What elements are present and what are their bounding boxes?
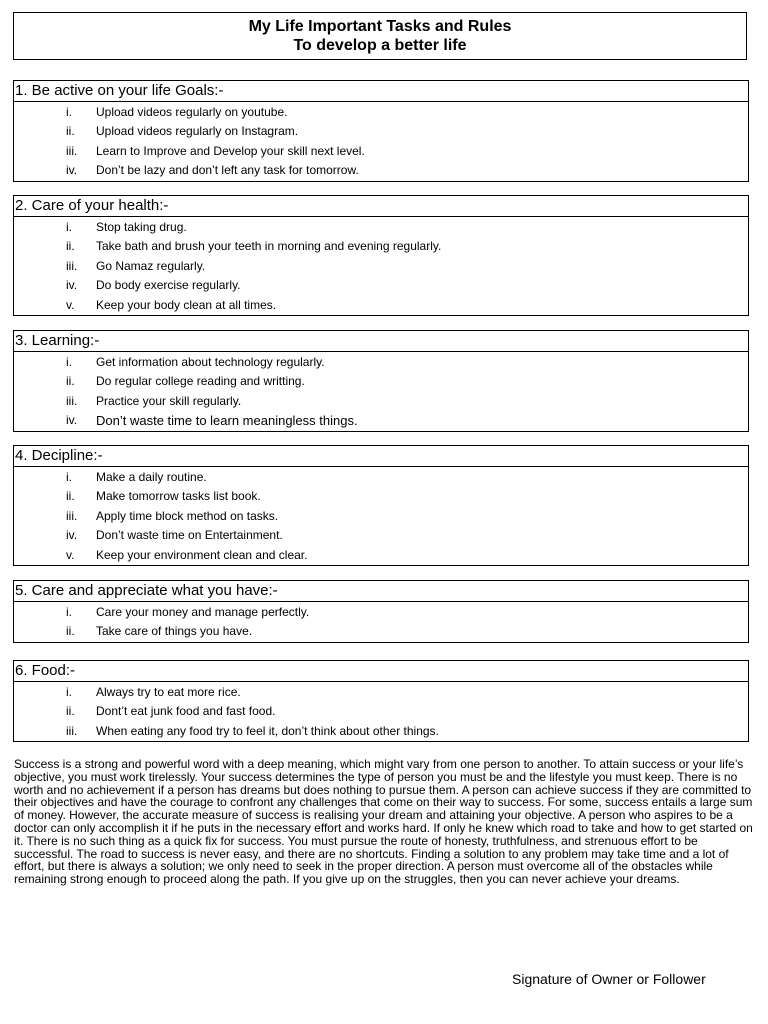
item-text: Stop taking drug.: [96, 220, 187, 234]
list-item: [14, 622, 748, 641]
list-item: [14, 296, 748, 315]
item-text: Don’t waste time to learn meaningless things.: [96, 413, 358, 429]
section-heading: 6. Food:-: [14, 661, 748, 682]
item-number: ii.: [66, 124, 75, 139]
list-item: [14, 122, 748, 141]
item-number: i.: [66, 685, 72, 699]
list-item: [14, 237, 748, 256]
item-number: i.: [66, 605, 72, 619]
item-number: i.: [66, 105, 72, 119]
item-text: Make tomorrow tasks list book.: [96, 489, 261, 504]
document-subtitle: To develop a better life: [293, 37, 467, 54]
list-item: [14, 353, 748, 372]
list-item: [14, 161, 748, 180]
list-item: [14, 702, 748, 721]
section-goals: [13, 80, 749, 182]
list-item: [14, 411, 748, 430]
item-number: i.: [66, 470, 72, 484]
section-discipline: [13, 445, 749, 566]
list-item: [14, 722, 748, 741]
item-text: Dont’t eat junk food and fast food.: [96, 704, 276, 719]
item-number: ii.: [66, 489, 75, 504]
list-item: [14, 257, 748, 276]
item-text: Keep your body clean at all times.: [96, 297, 277, 312]
item-text: Upload videos regularly on Instagram.: [96, 124, 299, 139]
item-text: Do body exercise regularly.: [96, 278, 241, 293]
item-number: iii.: [66, 393, 78, 408]
item-number: ii.: [66, 624, 75, 639]
item-number: iii.: [66, 143, 78, 158]
section-heading: 4. Decipline:-: [14, 446, 748, 467]
list-item: [14, 142, 748, 161]
list-item: [14, 507, 748, 526]
document-title: My Life Important Tasks and Rules: [248, 18, 512, 35]
item-text: Do regular college reading and writting.: [96, 374, 305, 389]
item-number: iv.: [66, 278, 78, 293]
section-learning: [13, 330, 749, 432]
section-food: [13, 660, 749, 742]
list-item: [14, 103, 748, 122]
item-text: Care your money and manage perfectly.: [96, 605, 310, 619]
item-number: i.: [66, 220, 72, 234]
item-text: Get information about technology regularly.: [96, 355, 325, 369]
item-number: iv.: [66, 413, 78, 428]
section-heading: 1. Be active on your life Goals:-: [14, 81, 748, 102]
item-number: v.: [66, 547, 75, 562]
list-item: [14, 487, 748, 506]
item-text: Don’t be lazy and don’t left any task for tomorrow.: [96, 163, 359, 178]
section-health: [13, 195, 749, 316]
item-text: Apply time block method on tasks.: [96, 508, 279, 523]
item-text: When eating any food try to feel it, don’t think about other things.: [96, 723, 439, 738]
list-item: [14, 392, 748, 411]
list-item: [14, 546, 748, 565]
item-text: Upload videos regularly on youtube.: [96, 105, 288, 119]
section-appreciate: [13, 580, 749, 643]
list-item: [14, 276, 748, 295]
item-number: ii.: [66, 374, 75, 389]
item-text: Go Namaz regularly.: [96, 258, 206, 273]
item-text: Always try to eat more rice.: [96, 685, 241, 699]
section-heading: 5. Care and appreciate what you have:-: [14, 581, 748, 602]
item-text: Don’t waste time on Entertainment.: [96, 528, 283, 543]
item-number: ii.: [66, 239, 75, 254]
item-text: Keep your environment clean and clear.: [96, 547, 308, 562]
list-item: [14, 603, 748, 622]
item-number: iii.: [66, 723, 78, 738]
list-item: [14, 468, 748, 487]
item-text: Practice your skill regularly.: [96, 393, 242, 408]
item-number: iii.: [66, 508, 78, 523]
success-paragraph: Success is a strong and powerful word with a deep meaning, which might vary from one person to another. To attain success or your life’s objective, you must work tirelessly. Your success determines the type of person you must be and the lifestyle you must keep. There is no worth and no achievement if a person has dreams but does nothing to pursue them. A person can achieve success if they are committed to their objectives and have the courage to confront any challenges that come on their way to success. For some, success entails a large sum of money. However, the accurate measure of success is realising your dream and attaining your objective. A person who aspires to be a doctor can only accomplish it if he puts in the necessary effort and works hard. If only he knew which road to take and how to get started on it. There is no such thing as a quick fix for success. You must pursue the route of honesty, truthfulness, and strenuous effort to be successful. The road to success is never easy, and there are no shortcuts. Finding a solution to any problem may take time and a lot of effort, but there is always a solution; we only need to seek in the proper direction. A person must overcome all of the obstacles while remaining strong enough to proceed along the path. If you give up on the struggles, then you can never achieve your dreams.: [14, 757, 753, 887]
item-text: Learn to Improve and Develop your skill next level.: [96, 143, 365, 158]
item-number: iv.: [66, 163, 78, 178]
item-number: i.: [66, 355, 72, 369]
item-text: Take care of things you have.: [96, 624, 253, 639]
list-item: [14, 683, 748, 702]
item-number: iii.: [66, 258, 78, 273]
item-number: v.: [66, 297, 75, 312]
item-number: iv.: [66, 528, 78, 543]
item-text: Take bath and brush your teeth in morning and evening regularly.: [96, 239, 442, 254]
item-text: Make a daily routine.: [96, 470, 207, 484]
signature-label: Signature of Owner or Follower: [512, 971, 706, 987]
document-title-box: [13, 12, 747, 60]
list-item: [14, 218, 748, 237]
section-heading: 2. Care of your health:-: [14, 196, 748, 217]
list-item: [14, 372, 748, 391]
section-heading: 3. Learning:-: [14, 331, 748, 352]
list-item: [14, 526, 748, 545]
item-number: ii.: [66, 704, 75, 719]
